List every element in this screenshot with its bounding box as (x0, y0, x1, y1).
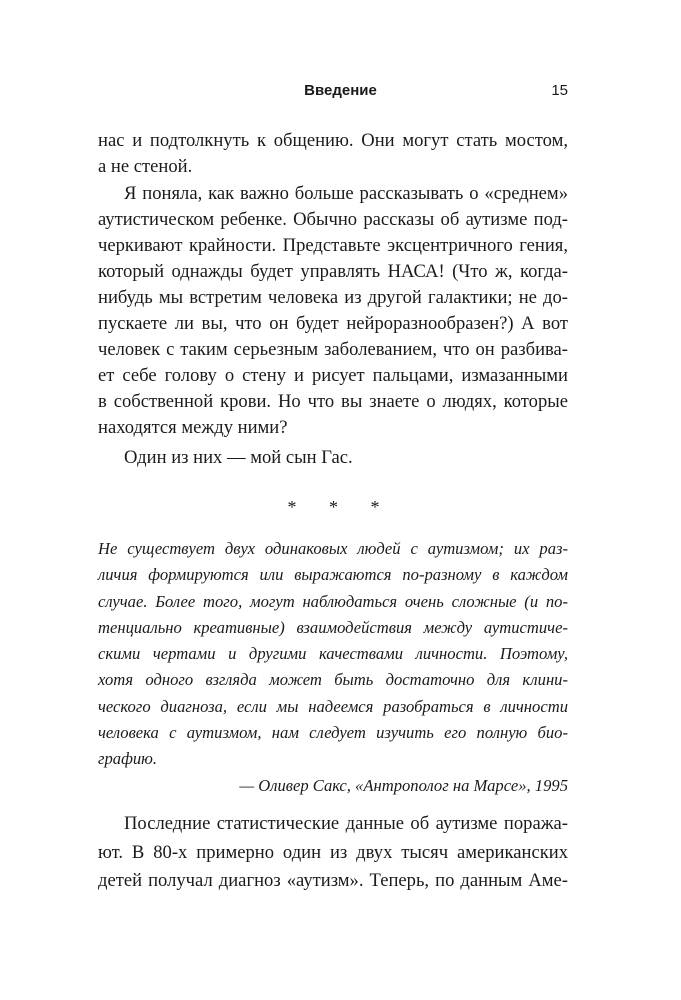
text-line: черкивают крайности. Представьте эксцентричного гения, (98, 235, 568, 256)
quote-line: хотя одного взгляда может быть достаточно для клини- (98, 670, 568, 690)
text-line: Один из них — мой сын Гас. (124, 447, 353, 468)
quote-line: ческого диагноза, если мы надеемся разобраться в личности (98, 696, 568, 716)
text-line: который однажды будет управлять НАСА! (Что ж, когда- (98, 261, 568, 282)
chapter-title: Введение (304, 82, 377, 99)
text-line: Последние статистические данные об аутизме поража- (124, 813, 568, 834)
text-line: нибудь мы встретим человека из другой галактики; не до- (98, 287, 568, 308)
epigraph-quote (98, 536, 568, 799)
quote-attribution: — Оливер Сакс, «Антрополог на Марсе», 1995 (239, 775, 568, 795)
section-separator: * * * (287, 497, 394, 517)
text-line: ют. В 80-х примерно один из двух тысяч американских (98, 841, 568, 863)
text-line: а не стеной. (98, 156, 193, 177)
text-line: ет себе голову о стену и рисует пальцами, измазанными (98, 365, 568, 386)
text-line: в собственной крови. Но что вы знаете о людях, которые (98, 391, 568, 412)
main-text (98, 128, 568, 471)
paragraph-4 (98, 810, 568, 896)
quote-line: личия формируются или выражаются по-разному в каждом (98, 565, 568, 585)
quote-line: графию. (98, 749, 157, 769)
quote-line: скими чертами и другими качествами личности. Поэтому, (98, 644, 568, 664)
text-line: детей получал диагноз «аутизм». Теперь, по данным Аме- (98, 870, 568, 891)
running-header (0, 79, 681, 103)
quote-line: Не существует двух одинаковых людей с аутизмом; их раз- (98, 539, 568, 558)
paragraph-3 (98, 445, 568, 471)
paragraph-1 (98, 128, 568, 180)
page-number: 15 (551, 82, 568, 99)
text-line: нас и подтолкнуть к общению. Они могут стать мостом, (98, 130, 568, 151)
quote-line: человека с аутизмом, нам следует изучить его полную био- (98, 723, 568, 743)
text-line: Я поняла, как важно больше рассказывать о «среднем» (124, 183, 568, 204)
text-line: аутистическом ребенке. Обычно рассказы об аутизме под- (98, 209, 568, 230)
text-line: находятся между ними? (98, 417, 288, 438)
quote-line: тенциально креативные) взаимодействия между аутистиче- (98, 617, 568, 637)
paragraph-2 (98, 181, 568, 441)
text-line: человек с таким серьезным заболеванием, что он разбива- (98, 339, 568, 360)
text-line: пускаете ли вы, что он будет нейроразнообразен?) А вот (98, 313, 568, 334)
quote-line: случае. Более того, могут наблюдаться очень сложные (и по- (98, 591, 568, 611)
